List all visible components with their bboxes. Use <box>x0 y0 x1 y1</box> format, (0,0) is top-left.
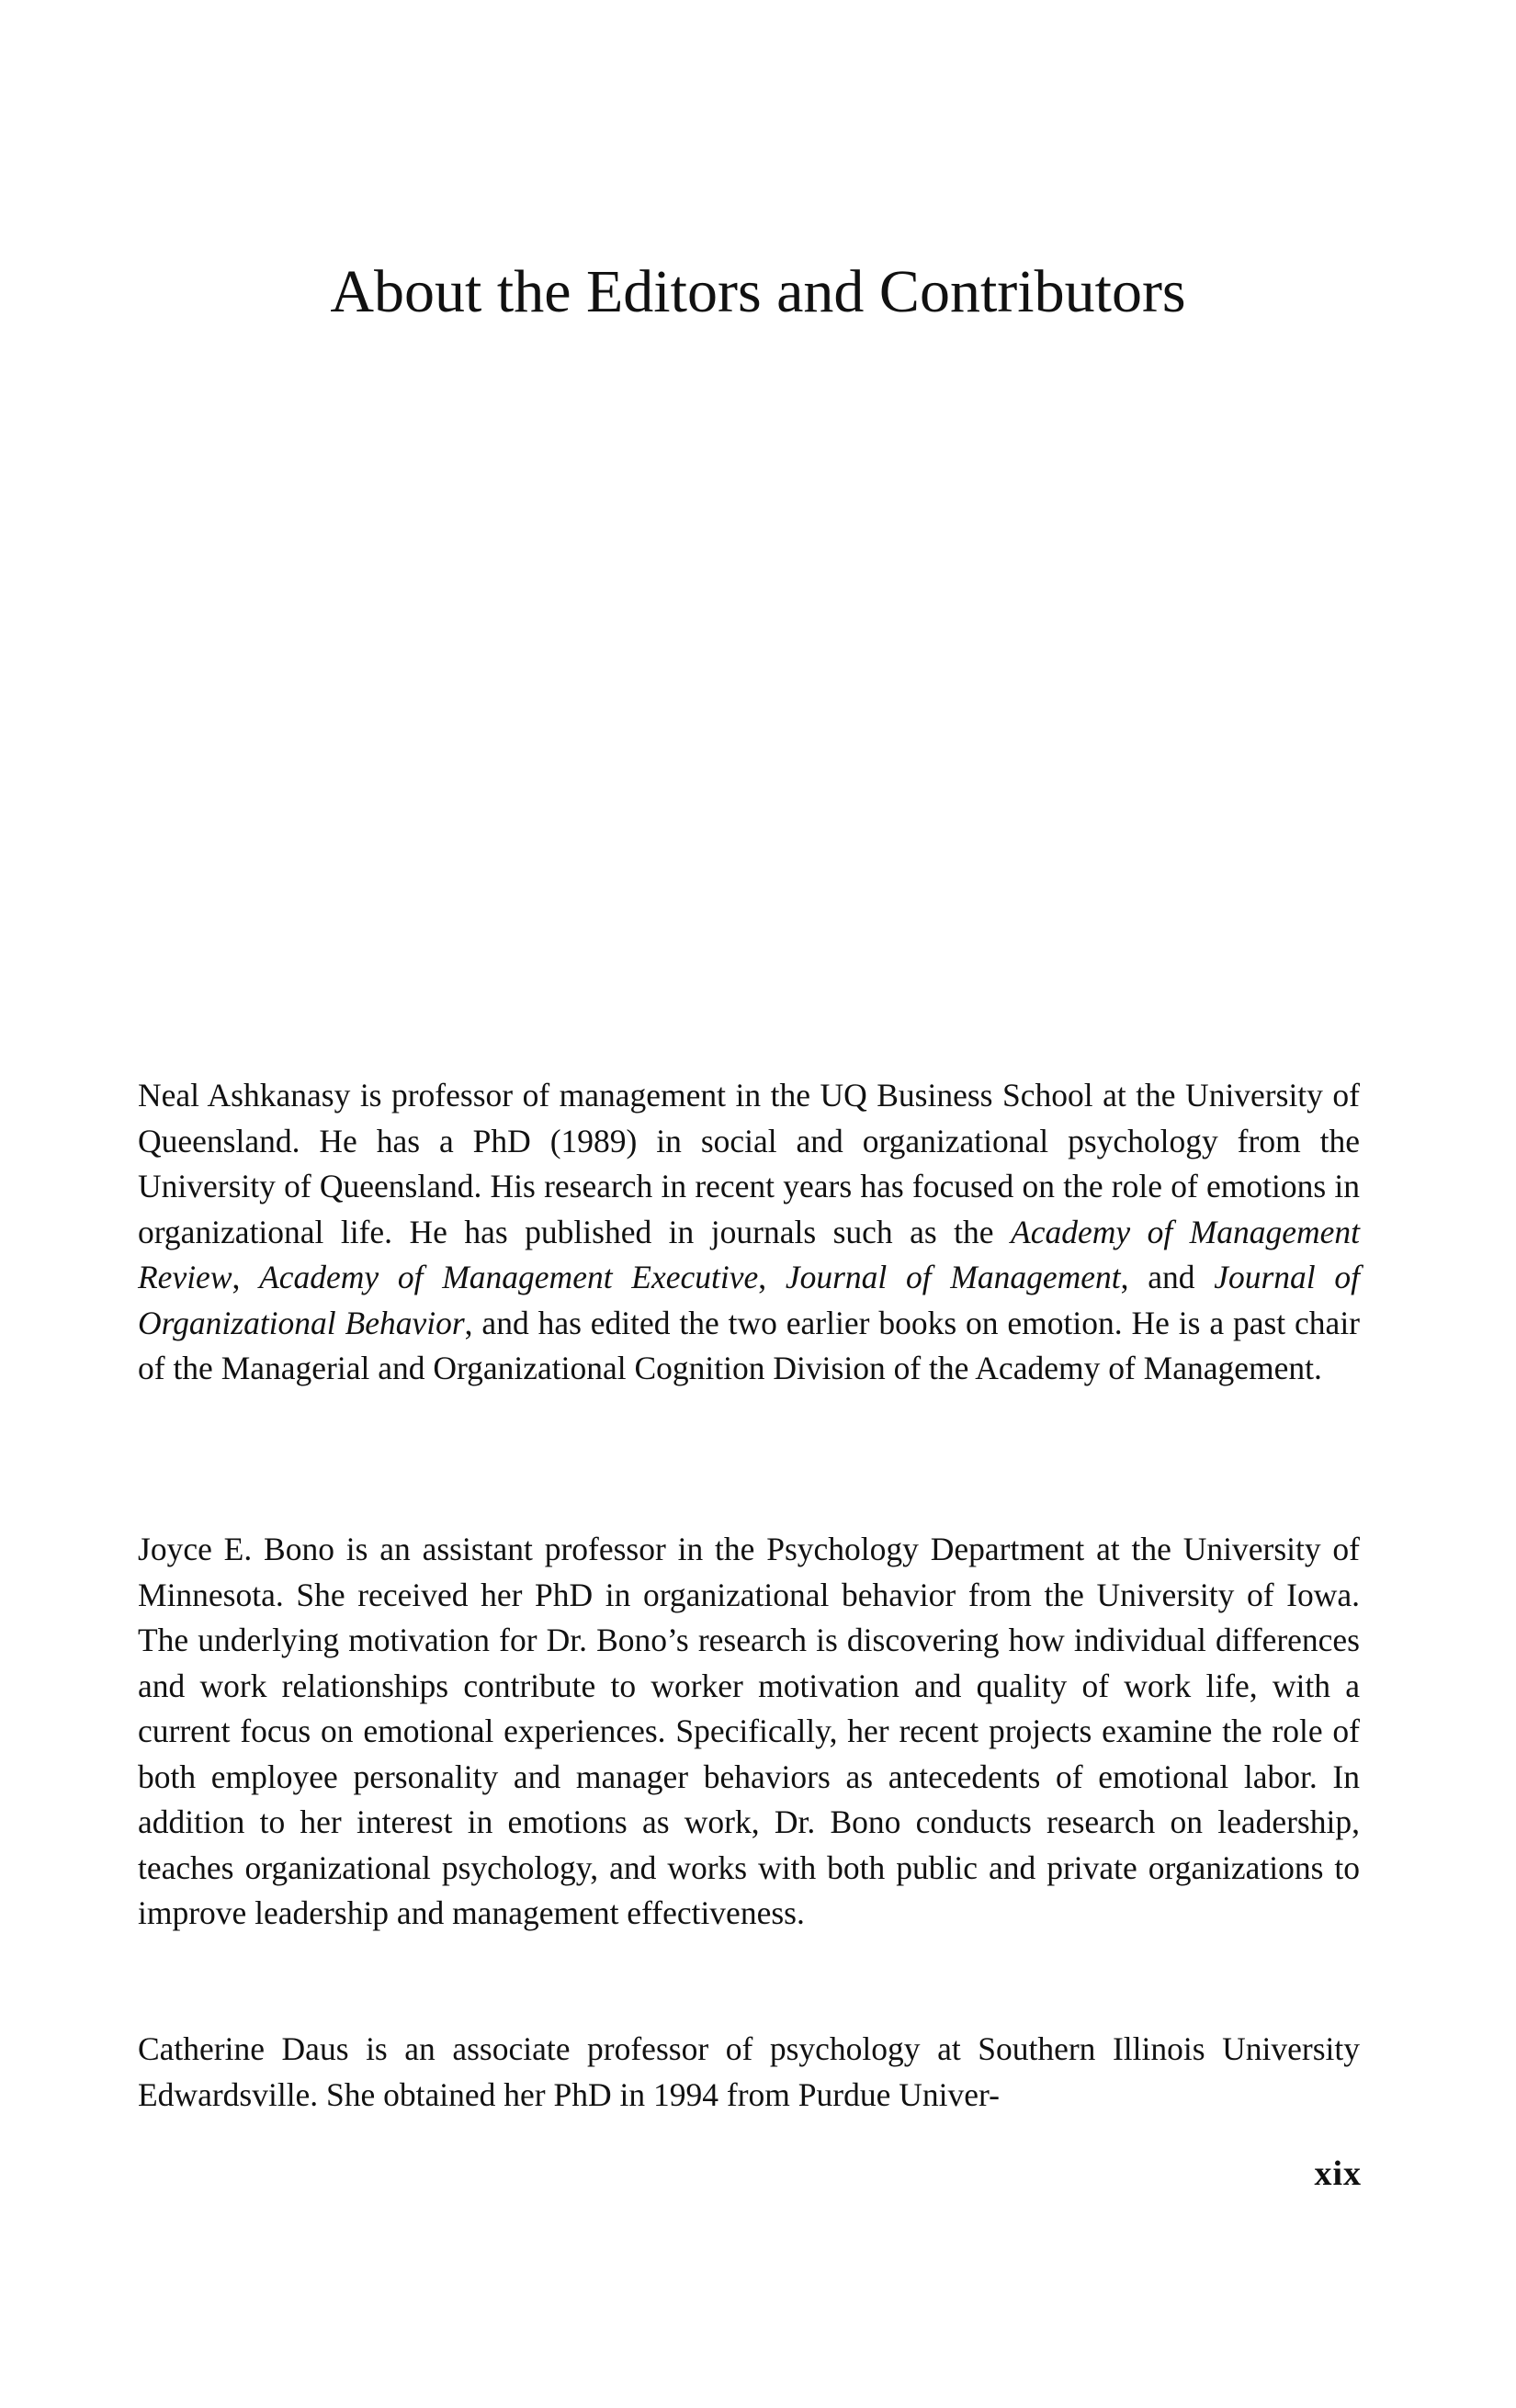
page-number: xix <box>1314 2154 1362 2193</box>
journal-title: Journal of Management <box>785 1259 1121 1295</box>
bio-text: , and <box>1120 1259 1215 1295</box>
bio-ashkanasy <box>138 1073 1360 1392</box>
bio-bono: Joyce E. Bono is an assistant professor in the Psychology Department at the University of Minnesota. She received her PhD in organizational behavior from the University of Iowa. The underlying motivation for Dr. Bono’s research is discovering how individual differences and work relationships contribute to worker motivation and quality of work life, with a current focus on emotional experiences. Specifically, her recent projects examine the role of both employee personality and manager behaviors as antecedents of emotional labor. In addition to her interest in emotions as work, Dr. Bono conducts research on leadership, teaches organizational psychology, and works with both public and private organizations to improve leadership and management effectiveness. <box>138 1531 1360 1931</box>
bio-daus: Catherine Daus is an associate professor of psychology at Southern Illinois University Edwardsville. She obtained her PhD in 1994 from Purdue Univer- <box>138 2030 1360 2113</box>
journal-title: Academy of Management Review <box>138 1213 1360 1295</box>
page-title: About the Editors and Contributors <box>330 258 1186 325</box>
bio-text: , <box>758 1259 786 1295</box>
bio-text: , and has edited the two earlier books on emotion. He is a past chair of the Managerial and Organizational Cognition Division of the Academy of Management. <box>138 1304 1361 1386</box>
bio-text: , <box>232 1259 260 1295</box>
bio-text: Neal Ashkanasy is professor of management in the UQ Business School at the University of Queensland. He has a PhD (1989) in social and organizational psychology from the University of Queensland. His research in recent years has focused on the role of emotions in organizational life. He has published in journals such as the <box>138 1077 1360 1250</box>
journal-title: Journal of Organizational Behavior <box>138 1259 1360 1341</box>
journal-title: Academy of Management Executive <box>259 1259 759 1295</box>
